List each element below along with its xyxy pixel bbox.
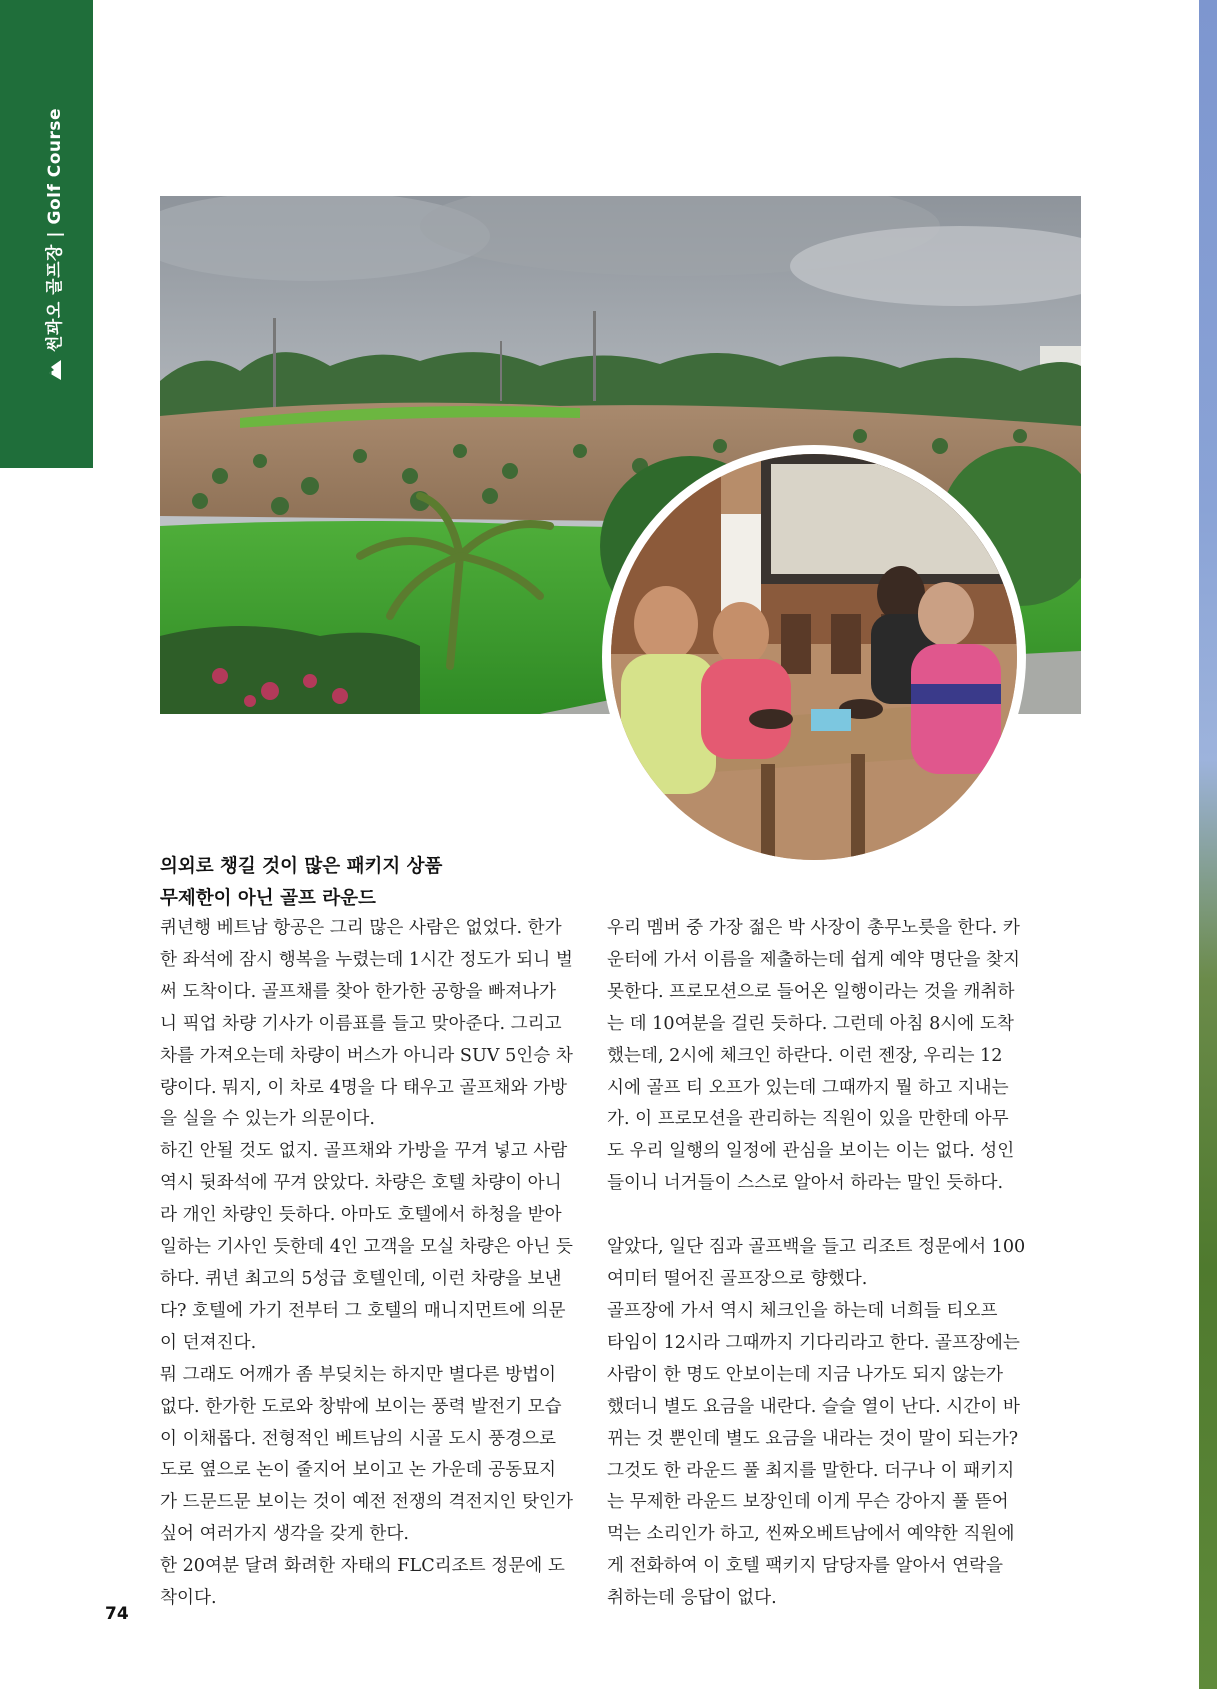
mountain-icon [45,360,61,380]
paragraph: 하긴 안될 것도 없지. 골프채와 가방을 꾸겨 넣고 사람 역시 뒷좌석에 꾸겨 앉았다. 차량은 호텔 차량이 아니 라 개인 차량인 듯하다. 아마도 호텔에서 하청을 받아 일하는 기사인 듯한데 4인 고객을 모실 차량은 아닌 듯 하다. 퀴년 최고의 5성급 호텔인데, 이런 차량을 보낸 다? 호텔에 가기 전부터 그 호텔의 매니지먼트에 의문 이 던져진다. [160,1141,573,1353]
article-column-left [160,913,580,1615]
paragraph: 골프장에 가서 역시 체크인을 하는데 너희들 티오프 타임이 12시라 그때까지 기다리라고 한다. 골프장에는 사람이 한 명도 안보이는데 지금 나가도 되지 않는가 했더니 별도 요금을 내란다. 슬슬 열이 난다. 시간이 바 뀌는 것 뿐인데 별도 요금을 내라는 것이 말이 되는가? 그것도 한 라운드 풀 최지를 말한다. 더구나 이 패키지 는 무제한 라운드 보장인데 이게 무슨 강아지 풀 뜯어 먹는 소리인가 하고, 씬짜오베트남에서 예약한 직원에 게 전화하여 이 호텔 팩키지 담당자를 알아서 연락을 취하는데 응답이 없다. [607,1300,1020,1609]
section-tab [0,0,93,468]
paragraph-spacer [607,1200,1027,1232]
golfers-inset-photo [602,445,1026,869]
paragraph: 퀴년행 베트남 항공은 그리 많은 사람은 없었다. 한가 한 좌석에 잠시 행복을 누렸는데 1시간 정도가 되니 벌 써 도착이다. 골프채를 찾아 한가한 공항을 빠져나가 니 픽업 차량 기사가 이름표를 들고 맞아준다. 그리고 차를 가져오는데 차량이 버스가 아니라 SUV 5인승 차 량이다. 뭐지, 이 차로 4명을 다 태우고 골프채와 가방 을 실을 수 있는가 의문이다. [160,918,573,1130]
article-heading-1: 의외로 챙길 것이 많은 패키지 상품 [160,856,443,877]
section-tab-label: 썬꽈오 골프장 | Golf Course [45,107,65,352]
right-edge-photo-strip [1199,0,1217,1689]
page-number: 74 [105,1604,129,1624]
section-tab-label-wrap [40,108,65,380]
article-heading-2: 무제한이 아닌 골프 라운드 [160,888,376,909]
paragraph: 알았다, 일단 짐과 골프백을 들고 리조트 정문에서 100 여미터 떨어진 골프장으로 향했다. [607,1237,1026,1290]
paragraph: 한 20여분 달려 화려한 자태의 FLC리조트 정문에 도 착이다. [160,1556,565,1609]
paragraph: 우리 멤버 중 가장 젊은 박 사장이 총무노릇을 한다. 카 운터에 가서 이름을 제출하는데 쉽게 예약 명단을 찾지 못한다. 프로모션으로 들어온 일행이라는 것을 캐취하 는 데 10여분을 걸린 듯하다. 그런데 아침 8시에 도착 했는데, 2시에 체크인 하란다. 이런 젠장, 우리는 12 시에 골프 티 오프가 있는데 그때까지 뭘 하고 지내는 가. 이 프로모션을 관리하는 직원이 있을 만한데 아무 도 우리 일행의 일정에 관심을 보이는 이는 없다. 성인 들이니 너거들이 스스로 알아서 하라는 말인 듯하다. [607,918,1021,1194]
paragraph: 뭐 그래도 어깨가 좀 부딪치는 하지만 별다른 방법이 없다. 한가한 도로와 창밖에 보이는 풍력 발전기 모습 이 이채롭다. 전형적인 베트남의 시골 도시 풍경으로 도로 옆으로 논이 줄지어 보이고 논 가운데 공동묘지 가 드문드문 보이는 것이 예전 전쟁의 격전지인 탓인가 싶어 여러가지 생각을 갖게 한다. [160,1364,574,1545]
article-headings [160,851,620,915]
article-column-right [607,913,1027,1615]
